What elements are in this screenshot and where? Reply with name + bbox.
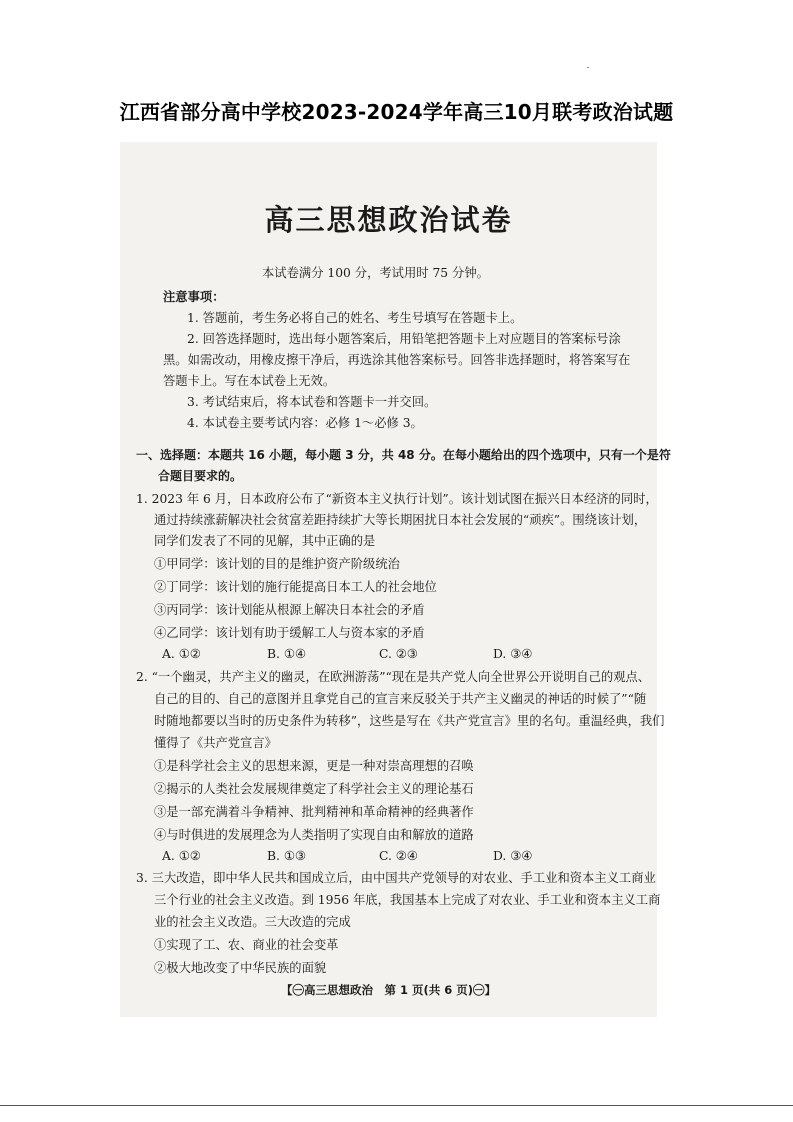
option-b: B. ①④ (267, 647, 306, 661)
notice-line: 2. 回答选择题时，选出每小题答案后，用铅笔把答题卡上对应题目的答案标号涂 (187, 332, 621, 346)
scan-speck (587, 67, 589, 68)
option-c: C. ②③ (379, 647, 418, 661)
question-item: ③丙同学：该计划能从根源上解决日本社会的矛盾 (154, 603, 425, 617)
question-item: ①实现了工、农、商业的社会变革 (154, 938, 339, 952)
option-a: A. ①② (162, 647, 201, 661)
question-stem: 同学们发表了不同的见解，其中正确的是 (154, 534, 376, 548)
question-item: ②丁同学：该计划的施行能提高日本工人的社会地位 (154, 580, 437, 594)
question-stem: 自己的目的、自己的意图并且拿党自己的宣言来反驳关于共产主义幽灵的神话的时候了”“随 (154, 692, 647, 706)
question-item: ④乙同学：该计划有助于缓解工人与资本家的矛盾 (154, 626, 425, 640)
section-heading: 一、选择题：本题共 16 小题，每小题 3 分，共 48 分。在每小题给出的四个选项中，只有一个是符 (136, 448, 671, 462)
question-stem: 业的社会主义改造。三大改造的完成 (154, 915, 351, 929)
paper-title: 高三思想政治试卷 (264, 203, 513, 237)
question-item: ②极大地改变了中华民族的面貌 (154, 961, 327, 975)
notice-line: 1. 答题前，考生务必将自己的姓名、考生号填写在答题卡上。 (187, 311, 523, 325)
scanned-page (120, 142, 671, 1017)
notice-line: 3. 考试结束后，将本试卷和答题卡一并交回。 (187, 395, 437, 409)
question-stem: 通过持续涨薪解决社会贫富差距持续扩大等长期困扰日本社会发展的“顽疾”。围绕该计划， (154, 513, 647, 527)
question-stem: 时随地都要以当时的历史条件为转移”，这些是写在《共产党宣言》里的名句。重温经典，我们 (154, 714, 665, 728)
question-stem: 2. “一个幽灵，共产主义的幽灵，在欧洲游荡”“现在是共产党人向全世界公开说明自己的观点、 (136, 670, 651, 684)
question-item: ①甲同学：该计划的目的是维护资产阶级统治 (154, 557, 400, 571)
notice-line: 黑。如需改动，用橡皮擦干净后，再选涂其他答案标号。回答非选择题时，将答案写在 (163, 353, 631, 367)
question-stem: 3. 三大改造，即中华人民共和国成立后，由中国共产党领导的对农业、手工业和资本主义工商业 (136, 871, 656, 885)
question-item: ③是一部充满着斗争精神、批判精神和革命精神的经典著作 (154, 805, 474, 819)
bottom-divider (0, 1105, 793, 1106)
question-stem: 1. 2023 年 6 月，日本政府公布了“新资本主义执行计划”。该计划试图在振兴日本经济的同时， (136, 492, 658, 506)
notice-line: 答题卡上。写在本试卷上无效。 (163, 374, 336, 388)
notice-line: 4. 本试卷主要考试内容：必修 1～必修 3。 (187, 416, 423, 430)
option-c: C. ②④ (379, 849, 418, 863)
option-d: D. ③④ (493, 849, 533, 863)
notice-title: 注意事项： (163, 290, 225, 304)
question-item: ①是科学社会主义的思想来源，更是一种对崇高理想的召唤 (154, 759, 474, 773)
page-footer: 【㊀高三思想政治 第 1 页(共 6 页)㊀】 (280, 983, 497, 997)
question-stem: 懂得了《共产党宣言》 (154, 736, 277, 750)
document-title: 江西省部分高中学校2023-2024学年高三10月联考政治试题 (119, 100, 674, 124)
option-b: B. ①③ (267, 849, 306, 863)
exam-info: 本试卷满分 100 分，考试用时 75 分钟。 (262, 266, 489, 280)
question-item: ④与时俱进的发展理念为人类指明了实现自由和解放的道路 (154, 828, 474, 842)
option-d: D. ③④ (493, 647, 533, 661)
question-item: ②揭示的人类社会发展规律奠定了科学社会主义的理论基石 (154, 782, 474, 796)
question-stem: 三个行业的社会主义改造。到 1956 年底，我国基本上完成了对农业、手工业和资本主义工商 (154, 893, 661, 907)
section-heading: 合题目要求的。 (158, 469, 243, 483)
option-a: A. ①② (162, 849, 201, 863)
